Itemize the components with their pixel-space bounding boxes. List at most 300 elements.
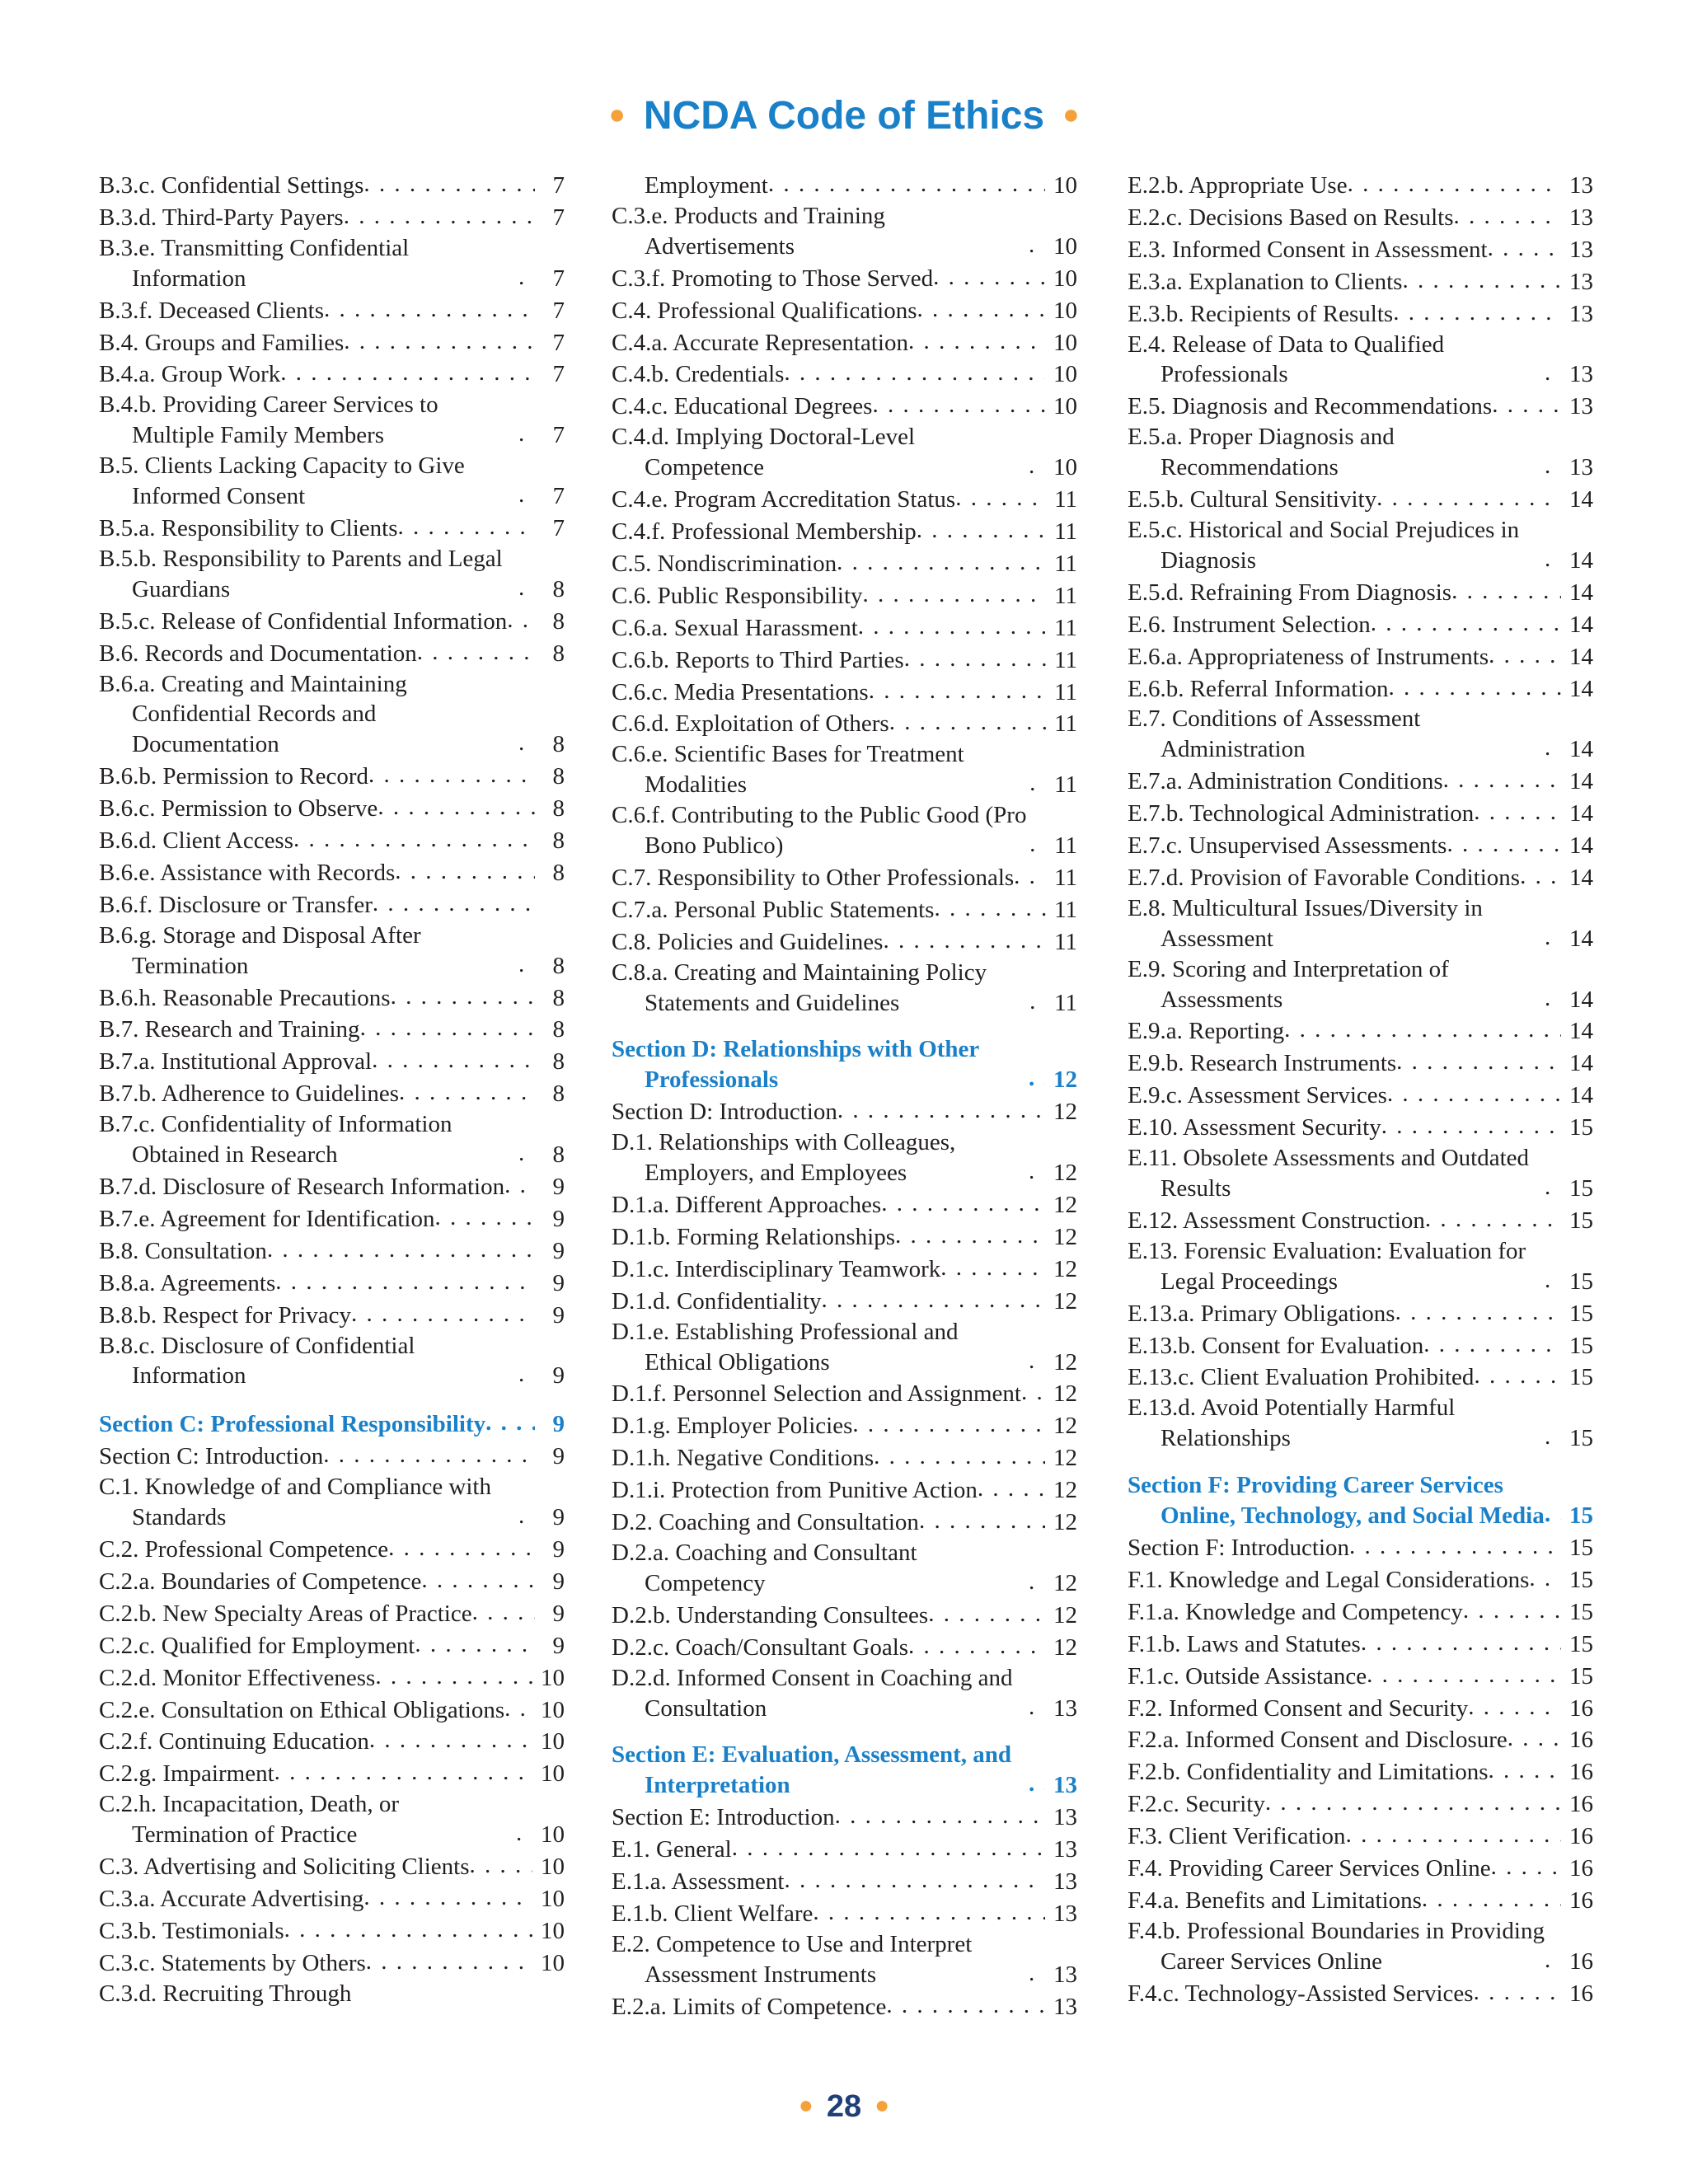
toc-entry-page: 10 <box>541 1696 565 1723</box>
toc-entry-page: 15 <box>1569 1502 1593 1530</box>
toc-entry <box>612 579 1077 612</box>
toc-entry-label: E.2.a. Limits of Competence <box>612 1993 887 2020</box>
toc-entry-label: C.2.g. Impairment <box>99 1760 274 1788</box>
toc-entry <box>1128 1820 1593 1852</box>
toc-entry <box>1128 1977 1593 2009</box>
toc-entry-page: 8 <box>552 763 565 790</box>
dot-leader <box>485 1408 535 1440</box>
toc-entry-page: 13 <box>1053 1694 1077 1722</box>
dot-leader <box>417 637 535 669</box>
toc-entry-page: 8 <box>552 795 565 823</box>
toc-entry <box>612 926 1077 958</box>
toc-entry <box>612 262 1077 294</box>
toc-entry-label: C.2.f. Continuing Education <box>99 1728 369 1755</box>
toc-entry-label: E.1. General <box>612 1836 732 1863</box>
dot-leader <box>1545 922 1561 954</box>
toc-entry <box>1128 1755 1593 1788</box>
toc-entry <box>1128 1660 1593 1692</box>
dot-leader <box>1468 1692 1561 1724</box>
dot-leader <box>399 1077 535 1109</box>
toc-entry-label: C.3. Advertising and Soliciting Clients <box>99 1854 470 1881</box>
toc-entry-label: E.6. Instrument Selection <box>1128 611 1371 638</box>
toc-entry <box>99 1947 565 1979</box>
toc-entry-page: 11 <box>1054 646 1077 673</box>
toc-entry-page: 7 <box>552 514 565 541</box>
toc-entry-label: C.4.d. Implying Doctoral-Level Competence <box>612 424 916 481</box>
toc-entry-label: F.4.c. Technology-Assisted Services <box>1128 1980 1474 2007</box>
toc-entry-page: 15 <box>1569 1207 1593 1234</box>
toc-entry-label: B.5.c. Release of Confidential Information <box>99 607 508 635</box>
toc-entry <box>612 1127 1077 1188</box>
toc-entry <box>1128 673 1593 705</box>
toc-entry <box>99 1725 565 1757</box>
toc-entry-label: Section D: Relationships with Other Professionals <box>612 1036 979 1094</box>
toc-entry-page: 10 <box>1053 361 1077 388</box>
dot-leader <box>274 1757 532 1789</box>
toc-entry-page: 14 <box>1569 800 1593 827</box>
toc-entry-label: F.4.a. Benefits and Limitations <box>1128 1886 1422 1914</box>
toc-entry-page: 13 <box>1569 204 1593 231</box>
toc-entry <box>99 326 565 359</box>
toc-entry-page: 9 <box>552 1632 565 1659</box>
toc-entry-page: 15 <box>1569 1332 1593 1359</box>
toc-entry <box>1128 576 1593 608</box>
toc-entry-page: 12 <box>1053 1287 1077 1315</box>
toc-entry-page: 7 <box>552 422 565 449</box>
toc-entry-label: Section D: Introduction <box>612 1099 837 1126</box>
toc-entry-page: 9 <box>552 1237 565 1264</box>
toc-entry <box>1128 483 1593 515</box>
toc-entry-page: 9 <box>552 1174 565 1200</box>
dot-leader <box>863 579 1047 612</box>
toc-entry <box>1128 1015 1593 1047</box>
toc-entry-label: Section F: Providing Career Services Online, Technology, and Social Media <box>1128 1472 1545 1530</box>
toc-entry <box>99 1045 565 1077</box>
dot-leader <box>1029 768 1046 800</box>
dot-leader <box>919 1506 1045 1538</box>
toc-entry-page: 7 <box>552 361 565 388</box>
toc-entry-label: D.1.i. Protection from Punitive Action <box>612 1477 978 1504</box>
dot-leader <box>813 1897 1045 1929</box>
toc-entry-label: B.6.e. Assistance with Records <box>99 859 396 886</box>
dot-leader <box>1545 1499 1561 1531</box>
toc-entry-page: 14 <box>1569 925 1593 952</box>
dot-leader <box>955 483 1046 515</box>
toc-entry-page: 9 <box>552 1411 565 1438</box>
toc-entry-page: 8 <box>552 984 565 1011</box>
toc-entry <box>1128 169 1593 201</box>
toc-entry <box>1128 797 1593 829</box>
toc-entry <box>1128 1236 1593 1297</box>
toc-entry <box>612 169 1077 201</box>
toc-entry-page: 14 <box>1569 546 1593 574</box>
toc-entry <box>612 1474 1077 1506</box>
dot-leader <box>1284 1015 1561 1047</box>
dot-leader <box>1348 169 1561 201</box>
toc-entry-page: 13 <box>1053 1993 1077 2020</box>
toc-entry-label: B.7.b. Adherence to Guidelines <box>99 1080 400 1108</box>
toc-entry-label: D.1.d. Confidentiality <box>612 1287 822 1315</box>
toc-entry <box>99 605 565 637</box>
dot-leader <box>518 1359 535 1391</box>
toc-entry-page: 13 <box>1569 236 1593 263</box>
dot-leader <box>363 169 535 201</box>
toc-entry-label: E.1.a. Assessment <box>612 1868 785 1896</box>
toc-entry <box>612 1631 1077 1663</box>
toc-entry-page: 15 <box>1569 1300 1593 1327</box>
toc-entry <box>612 707 1077 739</box>
toc-entry <box>612 800 1077 861</box>
toc-entry-page: 14 <box>1569 1050 1593 1077</box>
dot-leader <box>323 1440 535 1472</box>
toc-entry-label: E.3.a. Explanation to Clients <box>1128 268 1403 295</box>
toc-entry-label: C.3.b. Testimonials <box>99 1917 284 1944</box>
toc-entry-label: E.7. Conditions of Assessment Administration <box>1128 705 1421 763</box>
toc-entry <box>612 547 1077 579</box>
toc-entry-page: 14 <box>1569 864 1593 891</box>
dot-leader <box>837 547 1046 579</box>
toc-entry-label: F.1.a. Knowledge and Competency <box>1128 1598 1463 1625</box>
dot-leader <box>518 480 535 512</box>
toc-entry-page: 10 <box>541 1854 565 1881</box>
toc-entry-page: 16 <box>1569 1694 1593 1722</box>
dot-leader <box>1014 861 1046 893</box>
toc-entry-page: 9 <box>552 1205 565 1232</box>
dot-leader <box>421 1565 535 1597</box>
toc-entry-page: 9 <box>552 1504 565 1531</box>
toc-entry-label: C.6.b. Reports to Third Parties <box>612 646 904 673</box>
toc-entry <box>1128 765 1593 797</box>
toc-entry <box>99 856 565 888</box>
toc-entry-label: B.3.d. Third-Party Payers <box>99 204 344 231</box>
toc-entry-label: E.13.b. Consent for Evaluation <box>1128 1332 1424 1359</box>
toc-entry <box>99 512 565 544</box>
toc-entry-page: 12 <box>1053 1477 1077 1504</box>
toc-entry <box>1128 1723 1593 1755</box>
toc-entry <box>1128 1361 1593 1393</box>
toc-entry-page: 14 <box>1569 1082 1593 1109</box>
toc-entry <box>99 1565 565 1597</box>
toc-entry-page: 10 <box>541 1885 565 1912</box>
toc-entry-label: B.8.b. Respect for Privacy <box>99 1301 352 1329</box>
dot-leader <box>1029 1567 1045 1599</box>
toc-entry-label: F.1.c. Outside Assistance <box>1128 1662 1367 1690</box>
toc-entry <box>99 760 565 792</box>
toc-entry-page: 16 <box>1569 1855 1593 1882</box>
toc-entry-page: 9 <box>552 1535 565 1563</box>
toc-entry-page: 15 <box>1569 1268 1593 1295</box>
toc-entry-label: B.6.b. Permission to Record <box>99 763 369 790</box>
toc-entry-label: E.6.b. Referral Information <box>1128 675 1389 702</box>
toc-entry <box>1128 1692 1593 1724</box>
toc-entry-page: 12 <box>1053 1192 1077 1218</box>
dot-leader <box>1545 1422 1561 1454</box>
toc-entry-label: E.5.a. Proper Diagnosis and Recommendations <box>1128 424 1395 481</box>
dot-leader <box>852 1409 1045 1441</box>
toc-entry-page: 11 <box>1054 928 1077 955</box>
toc-entry <box>612 483 1077 515</box>
dot-leader <box>360 1013 535 1045</box>
toc-entry <box>612 1188 1077 1221</box>
toc-entry <box>99 169 565 201</box>
toc-entry <box>612 201 1077 262</box>
toc-entry <box>612 358 1077 390</box>
toc-entry-page: 11 <box>1054 486 1077 513</box>
toc-entry <box>1128 515 1593 576</box>
dot-leader <box>275 1267 535 1299</box>
dot-leader <box>784 358 1045 390</box>
dot-leader <box>1029 451 1045 483</box>
toc-entry <box>99 637 565 669</box>
toc-entry-page: 8 <box>552 607 565 635</box>
toc-entry-label: E.9.a. Reporting <box>1128 1018 1285 1045</box>
toc-section-heading <box>1128 1470 1593 1531</box>
dot-leader <box>391 982 535 1014</box>
dot-leader <box>1029 1769 1045 1801</box>
toc-entry-label: E.2.c. Decisions Based on Results <box>1128 204 1454 231</box>
toc-entry-label: E.13.a. Primary Obligations <box>1128 1300 1395 1327</box>
toc-entry-label: F.1. Knowledge and Legal Considerations <box>1128 1566 1530 1593</box>
toc-entry-label: Section C: Professional Responsibility <box>99 1411 486 1438</box>
dot-leader <box>375 1661 532 1694</box>
toc-entry <box>1128 1329 1593 1361</box>
dot-leader <box>1474 1977 1561 2009</box>
toc-entry-label: E.5.c. Historical and Social Prejudices in Diagnosis <box>1128 516 1520 574</box>
toc-entry <box>612 1538 1077 1599</box>
dot-leader <box>388 1533 535 1565</box>
toc-entry-label: E.9.c. Assessment Services <box>1128 1082 1387 1109</box>
dot-leader <box>869 676 1046 708</box>
toc-entry <box>612 1221 1077 1253</box>
dot-leader <box>344 201 535 233</box>
toc-entry-label: B.4.a. Group Work <box>99 361 281 388</box>
toc-entry <box>99 201 565 233</box>
dot-leader <box>940 1253 1045 1285</box>
toc-entry-label: C.2.d. Monitor Effectiveness <box>99 1664 376 1691</box>
toc-entry <box>612 1441 1077 1474</box>
toc-entry-label: B.3.e. Transmitting Confidential Information <box>99 234 410 292</box>
toc-entry <box>1128 201 1593 233</box>
toc-entry <box>612 1377 1077 1409</box>
dot-leader <box>895 1221 1045 1253</box>
dot-leader <box>1387 1079 1561 1111</box>
toc-entry-page: 8 <box>552 1141 565 1169</box>
toc-entry-label: C.4.c. Educational Degrees <box>612 393 873 420</box>
toc-entry-page: 10 <box>1053 297 1077 324</box>
toc-entry-page: 12 <box>1053 1348 1077 1376</box>
toc-entry <box>1128 1596 1593 1628</box>
dot-leader <box>293 824 535 856</box>
dot-leader <box>1474 1361 1561 1393</box>
toc-entry-page: 15 <box>1569 1662 1593 1690</box>
toc-entry-label: D.2.d. Informed Consent in Coaching and Consultation <box>612 1664 1013 1722</box>
toc-entry-page: 8 <box>552 1080 565 1108</box>
toc-entry-page: 11 <box>1054 832 1077 860</box>
toc-entry <box>1128 330 1593 391</box>
dot-leader <box>518 573 535 605</box>
dot-leader <box>415 1629 535 1661</box>
dot-leader <box>1381 1111 1561 1143</box>
toc-entry <box>1128 298 1593 330</box>
dot-leader <box>518 1138 535 1170</box>
toc-entry-page: 15 <box>1569 1364 1593 1391</box>
toc-entry-label: B.6.g. Storage and Disposal After Termination <box>99 921 421 979</box>
toc-entry <box>1128 1079 1593 1111</box>
toc-entry-page: 8 <box>552 859 565 886</box>
toc-entry-label: B.6.a. Creating and Maintaining Confidential Records and Documentation <box>99 670 407 758</box>
toc-entry <box>99 1882 565 1915</box>
toc-entry-page: 9 <box>552 1362 565 1390</box>
toc-entry-label: C.2.e. Consultation on Ethical Obligations <box>99 1696 505 1723</box>
toc-entry <box>1128 1852 1593 1884</box>
toc-entry-page: 8 <box>552 827 565 855</box>
toc-entry-page: 16 <box>1569 1823 1593 1850</box>
page-header <box>0 86 1688 145</box>
toc-entry <box>1128 1111 1593 1143</box>
dot-leader <box>373 888 535 921</box>
toc-entry <box>612 1506 1077 1538</box>
toc-entry <box>612 676 1077 708</box>
toc-entry-label: B.4. Groups and Families <box>99 329 345 356</box>
dot-leader <box>1021 1377 1045 1409</box>
dot-leader <box>1529 1563 1561 1596</box>
toc-entry-label: C.6.c. Media Presentations <box>612 678 869 705</box>
toc-entry <box>1128 1628 1593 1660</box>
toc-entry-label: C.6.a. Sexual Harassment <box>612 614 858 641</box>
toc-entry-page: 13 <box>1569 300 1593 327</box>
toc-entry-label: D.1.b. Forming Relationships <box>612 1223 895 1250</box>
toc-entry-label: D.1.a. Different Approaches <box>612 1192 882 1218</box>
dot-leader <box>1447 829 1561 861</box>
toc-entry-page: 13 <box>1053 1961 1077 1988</box>
dot-leader <box>344 326 535 359</box>
dot-leader <box>886 1990 1045 2022</box>
dot-leader <box>267 1235 535 1267</box>
toc-entry-label: B.8.a. Agreements <box>99 1269 276 1296</box>
bullet-dot-icon: ● <box>874 2092 890 2119</box>
dot-leader <box>889 707 1046 739</box>
toc-entry-page: 16 <box>1569 1759 1593 1786</box>
toc-entry-label: B.7.a. Institutional Approval <box>99 1048 373 1076</box>
dot-leader <box>363 1882 532 1915</box>
toc-entry-label: E.2.b. Appropriate Use <box>1128 172 1348 199</box>
dot-leader <box>1489 640 1561 673</box>
toc-entry <box>612 422 1077 483</box>
toc-entry-page: 15 <box>1569 1598 1593 1625</box>
toc-entry <box>612 1095 1077 1127</box>
toc-entry-page: 8 <box>552 952 565 979</box>
toc-entry-label: E.12. Assessment Construction <box>1128 1207 1425 1234</box>
dot-leader <box>1367 1660 1561 1692</box>
dot-leader <box>835 1801 1045 1833</box>
toc-entry <box>99 824 565 856</box>
toc-entry-label: C.2.b. New Specialty Areas of Practice <box>99 1600 472 1627</box>
toc-entry-label: C.4. Professional Qualifications <box>612 297 917 324</box>
dot-leader <box>822 1285 1045 1317</box>
toc-entry <box>99 1915 565 1947</box>
toc-entry-label: B.5. Clients Lacking Capacity to Give Informed Consent <box>99 452 465 510</box>
toc-entry <box>99 888 565 921</box>
toc-entry-label: B.7. Research and Training <box>99 1016 360 1043</box>
toc-entry-page: 10 <box>1053 172 1077 199</box>
toc-entry-page: 10 <box>541 1760 565 1788</box>
dot-leader <box>1371 608 1561 640</box>
dot-leader <box>1425 1204 1561 1236</box>
dot-leader <box>1545 733 1561 765</box>
toc-entry <box>612 644 1077 676</box>
toc-entry <box>99 1850 565 1882</box>
toc-entry <box>99 921 565 982</box>
toc-entry-page: 16 <box>1569 1886 1593 1914</box>
dot-leader <box>1545 451 1561 483</box>
toc-entry <box>1128 1788 1593 1820</box>
toc-entry-label: Section F: Introduction <box>1128 1534 1350 1561</box>
toc-entry <box>99 233 565 294</box>
dot-leader <box>1029 230 1045 262</box>
dot-leader <box>351 1299 535 1331</box>
toc-entry-label: E.11. Obsolete Assessments and Outdated Results <box>1128 1145 1530 1202</box>
toc-entry-label: D.1.g. Employer Policies <box>612 1413 853 1440</box>
toc-entry-page: 11 <box>1054 518 1077 545</box>
toc-entry <box>612 1253 1077 1285</box>
toc-entry <box>99 1472 565 1533</box>
toc-entry <box>612 1833 1077 1865</box>
toc-entry <box>99 390 565 451</box>
toc-entry-page: 10 <box>1053 265 1077 292</box>
toc-entry-page: 16 <box>1569 1947 1593 1975</box>
dot-leader <box>1545 1172 1561 1204</box>
toc-entry <box>99 544 565 605</box>
toc-entry-page: 10 <box>1053 329 1077 356</box>
toc-entry-label: E.7.b. Technological Administration <box>1128 800 1475 827</box>
dot-leader <box>518 1501 535 1533</box>
toc-entry <box>99 792 565 824</box>
toc-entry-label: Section E: Evaluation, Assessment, and Interpretation <box>612 1741 1012 1799</box>
toc-entry <box>612 1865 1077 1897</box>
bullet-dot-icon: ● <box>1062 99 1080 130</box>
toc-column-1 <box>99 169 565 2009</box>
toc-entry <box>1128 954 1593 1015</box>
toc-entry-label: B.6. Records and Documentation <box>99 640 417 667</box>
toc-entry-label: C.6. Public Responsibility <box>612 582 863 609</box>
toc-entry-label: F.2. Informed Consent and Security <box>1128 1694 1469 1722</box>
toc-entry-page: 15 <box>1569 1175 1593 1202</box>
toc-entry-page: 13 <box>1053 1772 1077 1799</box>
toc-entry <box>1128 1563 1593 1596</box>
dot-leader <box>1463 1596 1561 1628</box>
dot-leader <box>1402 265 1561 298</box>
toc-entry-label: C.6.e. Scientific Bases for Treatment Modalities <box>612 741 964 799</box>
toc-section-heading <box>612 1034 1077 1095</box>
toc-entry <box>612 1663 1077 1724</box>
toc-entry-page: 13 <box>1569 454 1593 481</box>
toc-entry <box>612 1929 1077 1990</box>
bullet-dot-icon: ● <box>798 2092 814 2119</box>
toc-entry-label: C.4.e. Program Accreditation Status <box>612 486 956 513</box>
toc-entry <box>99 358 565 390</box>
toc-entry-label: B.3.f. Deceased Clients <box>99 297 325 324</box>
toc-entry-label: B.8.c. Disclosure of Confidential Information <box>99 1332 415 1390</box>
dot-leader <box>917 294 1045 326</box>
toc-entry-label: C.2.c. Qualified for Employment <box>99 1632 415 1659</box>
dot-leader <box>1029 1958 1045 1990</box>
toc-entry <box>1128 861 1593 893</box>
toc-entry-page: 15 <box>1569 1630 1593 1657</box>
dot-leader <box>1265 1788 1561 1820</box>
toc-entry-page: 12 <box>1053 1099 1077 1126</box>
toc-entry-page: 13 <box>1053 1836 1077 1863</box>
toc-entry <box>99 1170 565 1202</box>
